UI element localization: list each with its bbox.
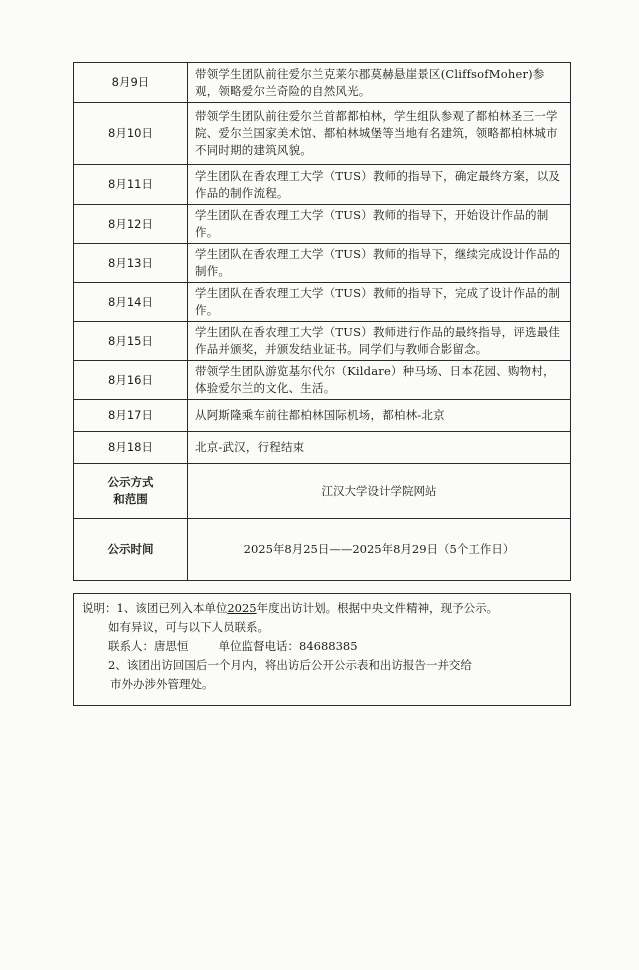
table-row [74,400,571,432]
date-cell: 8月15日 [74,322,188,361]
date-cell: 8月10日 [74,103,188,165]
phone-number: 84688385 [299,639,358,653]
date-cell: 8月18日 [74,432,188,464]
date-cell: 8月9日 [74,63,188,103]
date-cell: 8月13日 [74,244,188,283]
publicity-method-row [74,464,571,519]
table-row [74,322,571,361]
notes-line-1-prefix: 说明：1、该团已列入本单位 [82,601,228,615]
date-cell: 8月17日 [74,400,188,432]
date-cell: 8月16日 [74,361,188,400]
contact-name: 唐思恒 [154,639,189,653]
itinerary-table [73,62,571,581]
publicity-method-label [74,464,188,519]
activity-cell: 学生团队在香农理工大学（TUS）教师的指导下，继续完成设计作品的制作。 [188,244,571,283]
notes-line-2: 如有异议，可与以下人员联系。 [108,620,269,634]
notes-line-1 [82,599,566,618]
publicity-time-label: 公示时间 [74,519,188,581]
activity-cell: 北京-武汉，行程结束 [188,432,571,464]
table-row [74,361,571,400]
contact-line [82,637,566,656]
phone-label: 单位监督电话： [218,639,299,653]
date-cell: 8月12日 [74,205,188,244]
table-row [74,103,571,165]
publicity-method-value: 江汉大学设计学院网站 [188,464,571,519]
notes-line-1-suffix: 年度出访计划。根据中央文件精神，现予公示。 [256,601,499,615]
table-row [74,63,571,103]
activity-cell: 带领学生团队前往爱尔兰首都都柏林，学生组队参观了都柏林圣三一学院、爱尔兰国家美术馆、都柏林城堡等当地有名建筑，领略都柏林城市不同时期的建筑风貌。 [188,103,571,165]
contact-label: 联系人： [108,639,154,653]
plan-year: 2025 [227,601,257,615]
table-row [74,165,571,205]
notes-line-5: 市外办涉外管理处。 [110,677,214,691]
date-cell: 8月11日 [74,165,188,205]
activity-cell: 从阿斯隆乘车前往都柏林国际机场，都柏林-北京 [188,400,571,432]
date-cell: 8月14日 [74,283,188,322]
activity-cell: 学生团队在香农理工大学（TUS）教师的指导下，开始设计作品的制作。 [188,205,571,244]
activity-cell: 带领学生团队游览基尔代尔（Kildare）种马场、日本花园、购物村，体验爱尔兰的文化、生活。 [188,361,571,400]
activity-cell: 学生团队在香农理工大学（TUS）教师进行作品的最终指导，评选最佳作品并颁奖，并颁发结业证书。同学们与教师合影留念。 [188,322,571,361]
publicity-time-row [74,519,571,581]
publicity-time-value: 2025年8月25日——2025年8月29日（5个工作日） [188,519,571,581]
publicity-method-label-line1: 公示方式 [107,475,154,489]
activity-cell: 学生团队在香农理工大学（TUS）教师的指导下，完成了设计作品的制作。 [188,283,571,322]
notes-line-4: 2、该团出访回国后一个月内，将出访后公开公示表和出访报告一并交给 [108,658,472,672]
activity-cell: 学生团队在香农理工大学（TUS）教师的指导下，确定最终方案，以及作品的制作流程。 [188,165,571,205]
table-row [74,283,571,322]
table-row [74,244,571,283]
notes-box [73,593,571,706]
activity-cell: 带领学生团队前往爱尔兰克莱尔郡莫赫悬崖景区(CliffsofMoher)参观，领略爱尔兰奇险的自然风光。 [188,63,571,103]
table-row [74,432,571,464]
publicity-method-label-line2: 和范围 [113,492,148,506]
table-row [74,205,571,244]
